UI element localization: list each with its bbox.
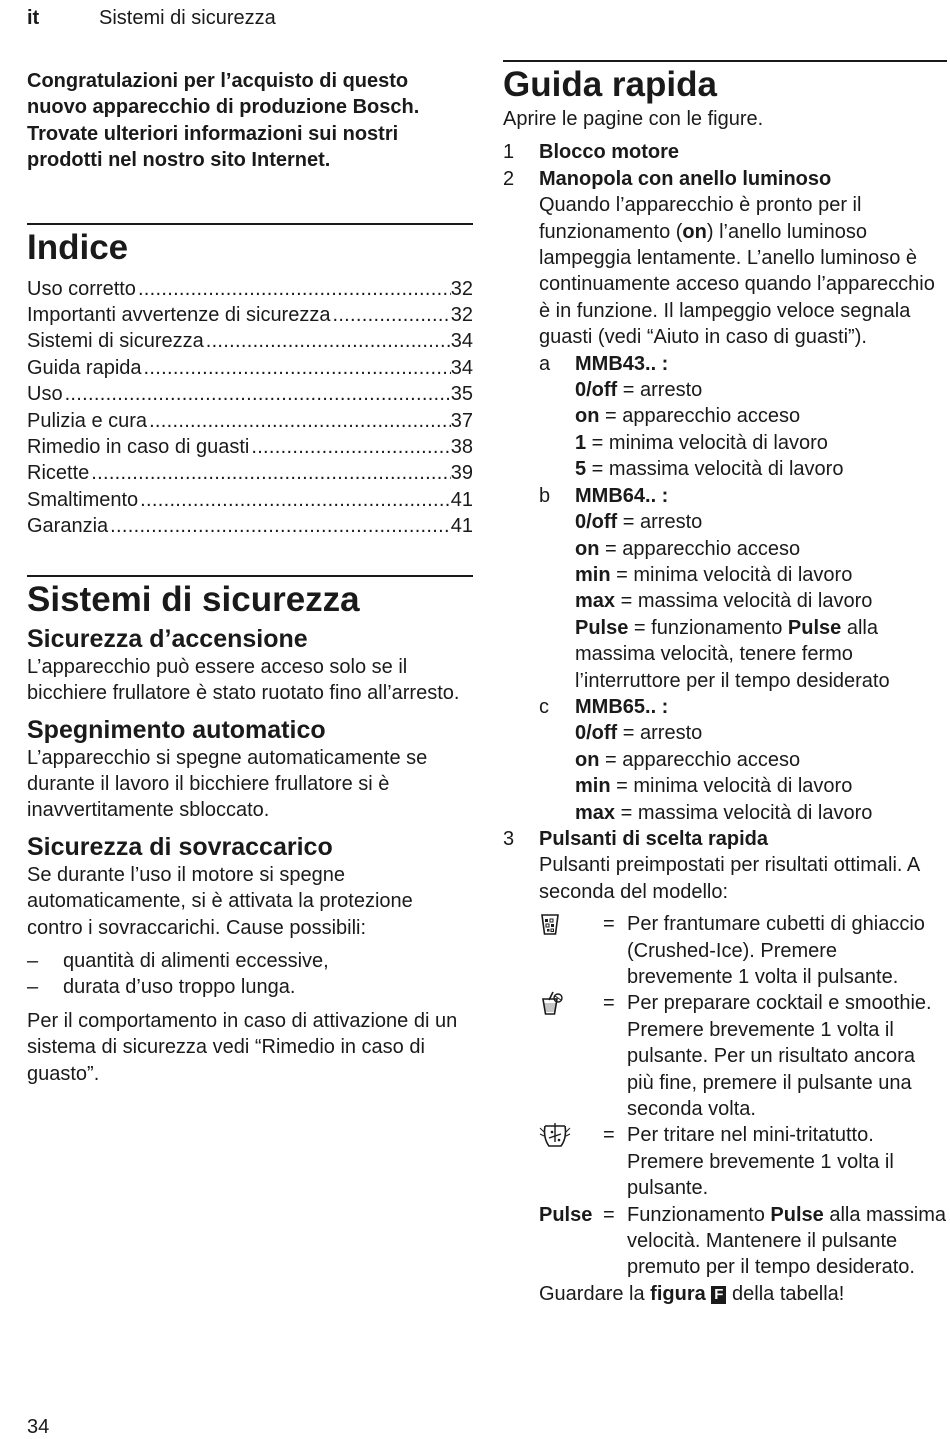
setting-key: Pulse — [575, 616, 629, 639]
text-run: ) l’anello luminoso lampeggia lentamente. L’anello luminoso è continuamente acceso quando l’apparecchio è in funzione. Il lampeggio veloce segnala guasti (vedi “Aiuto in caso di guasti”). — [539, 220, 935, 349]
text-run-bold: Pulse — [787, 616, 842, 639]
button-description — [627, 1202, 947, 1281]
toc-entry[interactable] — [27, 355, 473, 381]
toc-entry[interactable] — [27, 460, 473, 486]
safety-note: Per il comportamento in caso di attivazione di un sistema di sicurezza vedi “Rimedio in caso di guasto”. — [27, 1009, 458, 1085]
setting-key: on — [575, 405, 600, 428]
page-number: 34 — [27, 1416, 50, 1438]
setting-key: 0/off — [575, 379, 618, 402]
setting-desc: = minima velocità di lavoro — [610, 775, 853, 798]
item-content — [539, 826, 947, 1307]
text-run-bold: figura — [650, 1282, 706, 1305]
cocktail-icon — [539, 990, 603, 1122]
setting-row — [575, 720, 947, 746]
running-header-title: Sistemi di sicurezza — [99, 7, 276, 29]
crushed-ice-icon — [539, 911, 603, 990]
model-name: MMB43.. : — [575, 352, 669, 375]
text-run-bold: Pulse — [770, 1203, 824, 1226]
toc-leader — [249, 434, 450, 460]
setting-row — [575, 456, 947, 482]
dash-bullet: – — [27, 976, 39, 999]
item-number: 3 — [503, 827, 515, 850]
toc-page: 32 — [450, 277, 473, 300]
table-of-contents — [27, 276, 473, 540]
quick-guide-title: Guida rapida — [503, 65, 717, 104]
toc-entry[interactable] — [27, 408, 473, 434]
overload-text: Se durante l’uso il motore si spegne automaticamente, si è attivata la protezione contro i sovraccarichi. Cause possibili: — [27, 863, 413, 939]
toc-label: Uso — [27, 383, 63, 406]
setting-key: min — [575, 563, 611, 586]
setting-row — [575, 536, 947, 562]
setting-desc: = massima velocità di lavoro — [586, 458, 844, 481]
setting-key: on — [575, 748, 600, 771]
setting-desc: = apparecchio acceso — [599, 748, 801, 771]
item-title: Manopola con anello luminoso — [539, 167, 832, 190]
toc-label: Rimedio in caso di guasti — [27, 436, 250, 459]
model-letter: b — [539, 484, 551, 507]
setting-desc: = massima velocità di lavoro — [615, 801, 873, 824]
equals-sign: = — [603, 992, 615, 1015]
model-letter: a — [539, 352, 551, 375]
setting-key: 5 — [575, 458, 587, 481]
setting-desc: = minima velocità di lavoro — [610, 563, 853, 586]
safety-title: Sistemi di sicurezza — [27, 579, 360, 619]
list-item — [27, 948, 473, 974]
toc-leader — [63, 381, 451, 407]
cause-text: durata d’uso troppo lunga. — [63, 976, 296, 999]
equals-sign: = — [603, 1203, 615, 1226]
text-run: della tabella! — [726, 1282, 845, 1305]
cause-text: quantità di alimenti eccessive, — [63, 949, 329, 972]
auto-off-heading: Spegnimento automatico — [27, 715, 326, 744]
toc-entry[interactable] — [27, 487, 473, 513]
setting-key: max — [575, 590, 616, 613]
toc-page: 37 — [450, 409, 473, 432]
setting-key: min — [575, 775, 611, 798]
switch-on-safety-heading: Sicurezza d’accensione — [27, 624, 308, 653]
overload-causes-list — [27, 948, 473, 1001]
toc-page: 34 — [450, 330, 473, 353]
toc-leader — [204, 328, 451, 354]
guide-item-1 — [503, 139, 947, 165]
toc-leader — [138, 487, 451, 513]
equals-sign: = — [603, 913, 615, 936]
toc-leader — [136, 276, 451, 302]
toc-page: 41 — [450, 488, 473, 511]
dash-bullet: – — [27, 949, 39, 972]
model-name: MMB65.. : — [575, 695, 669, 718]
quick-guide-subtitle: Aprire le pagine con le figure. — [503, 108, 764, 130]
toc-label: Smaltimento — [27, 488, 139, 511]
item-number: 1 — [503, 141, 515, 164]
quick-button-cocktail — [539, 990, 947, 1122]
setting-key: on — [575, 537, 600, 560]
equals-sign: = — [603, 1124, 615, 1147]
quick-button-mini-chopper — [539, 1122, 947, 1201]
toc-page: 39 — [450, 462, 473, 485]
setting-row — [575, 800, 947, 826]
setting-desc: = massima velocità di lavoro — [615, 590, 873, 613]
item-content — [539, 166, 947, 826]
figure-badge: F — [711, 1286, 726, 1304]
toc-leader — [108, 513, 451, 539]
intro-paragraph: Congratulazioni per l’acquisto di questo nuovo apparecchio di produzione Bosch. Trovate ulteriori informazioni sui nostri prodotti nel nostro sito Internet. — [27, 70, 420, 172]
setting-key: 1 — [575, 431, 587, 454]
toc-label: Sistemi di sicurezza — [27, 330, 204, 353]
setting-desc: = arresto — [617, 379, 703, 402]
setting-desc: = arresto — [617, 511, 703, 534]
model-b — [539, 483, 947, 694]
setting-desc: = apparecchio acceso — [599, 405, 801, 428]
setting-desc: = funzionamento — [628, 616, 788, 639]
toc-label: Importanti avvertenze di sicurezza — [27, 304, 331, 327]
setting-row — [575, 773, 947, 799]
toc-label: Uso corretto — [27, 277, 136, 300]
model-letter: c — [539, 695, 549, 718]
model-a — [539, 351, 947, 483]
text-run: Guardare la — [539, 1282, 651, 1305]
toc-leader — [330, 302, 450, 328]
quick-button-pulse — [539, 1202, 947, 1281]
model-name: MMB64.. : — [575, 484, 669, 507]
setting-row-pulse — [575, 615, 947, 694]
figure-reference — [539, 1281, 947, 1307]
setting-key: 0/off — [575, 722, 618, 745]
button-description: Per frantumare cubetti di ghiaccio (Crushed-Ice). Premere brevemente 1 volta il pulsante. — [627, 913, 925, 988]
text-run: alla massima velocità. Mantenere il pulsante premuto per il tempo desiderato. — [627, 1203, 947, 1279]
text-run-bold: on — [682, 220, 707, 243]
model-settings — [575, 694, 947, 826]
text-run: Funzionamento — [627, 1203, 771, 1226]
setting-desc: alla massima velocità, tenere fermo l’interruttore per il tempo desiderato — [575, 616, 890, 692]
setting-desc: = minima velocità di lavoro — [586, 431, 828, 454]
toc-label: Ricette — [27, 462, 90, 485]
setting-desc: = arresto — [617, 722, 703, 745]
model-settings — [575, 351, 947, 483]
pulse-label: Pulse — [539, 1203, 593, 1226]
toc-page: 34 — [450, 356, 473, 379]
guide-item-3 — [503, 826, 947, 1307]
item-number: 2 — [503, 167, 515, 190]
toc-page: 38 — [450, 436, 473, 459]
setting-row — [575, 430, 947, 456]
item-title: Pulsanti di scelta rapida — [539, 827, 768, 850]
guide-item-2 — [503, 166, 947, 826]
mini-chopper-icon — [539, 1122, 603, 1201]
toc-leader — [89, 460, 451, 486]
setting-row — [575, 377, 947, 403]
toc-label: Pulizia e cura — [27, 409, 148, 432]
setting-row — [575, 403, 947, 429]
setting-key: max — [575, 801, 616, 824]
section-divider — [27, 575, 473, 577]
toc-page: 41 — [450, 515, 473, 538]
section-divider — [503, 60, 947, 62]
setting-key: 0/off — [575, 511, 618, 534]
left-column — [27, 68, 473, 1087]
setting-desc: = apparecchio acceso — [599, 537, 801, 560]
toc-entry[interactable] — [27, 434, 473, 460]
toc-leader — [142, 355, 451, 381]
toc-label: Guida rapida — [27, 356, 142, 379]
auto-off-text: L’apparecchio si spegne automaticamente se durante il lavoro il bicchiere frullatore si è inavvertitamente sbloccato. — [27, 746, 428, 822]
model-c — [539, 694, 947, 826]
language-code: it — [27, 7, 40, 29]
toc-page: 35 — [450, 383, 473, 406]
quick-button-crushed-ice — [539, 911, 947, 990]
button-description: Per preparare cocktail e smoothie. Premere brevemente 1 volta il pulsante. Per un risultato ancora più fine, premere il pulsante una seconda volta. — [627, 992, 932, 1121]
setting-row — [575, 588, 947, 614]
overload-heading: Sicurezza di sovraccarico — [27, 832, 333, 861]
toc-page: 32 — [450, 304, 473, 327]
item-title: Blocco motore — [539, 141, 680, 164]
section-divider — [27, 223, 473, 225]
switch-on-safety-text: L’apparecchio può essere acceso solo se il bicchiere frullatore è stato ruotato fino all’arresto. — [27, 655, 460, 705]
index-title: Indice — [27, 227, 129, 267]
toc-leader — [147, 408, 451, 434]
toc-entry[interactable] — [27, 328, 473, 354]
toc-label: Garanzia — [27, 515, 109, 538]
toc-entry[interactable] — [27, 276, 473, 302]
item-description: Pulsanti preimpostati per risultati ottimali. A seconda del modello: — [539, 854, 920, 903]
text-run: Quando l’apparecchio è pronto per il funzionamento ( — [539, 194, 862, 243]
button-description: Per tritare nel mini-tritatutto. Premere brevemente 1 volta il pulsante. — [627, 1124, 894, 1200]
item-description — [539, 192, 947, 350]
right-column — [503, 60, 947, 1307]
toc-entry[interactable] — [27, 302, 473, 328]
setting-row — [575, 562, 947, 588]
setting-row — [575, 509, 947, 535]
list-item — [27, 974, 473, 1000]
toc-entry[interactable] — [27, 381, 473, 407]
model-settings — [575, 483, 947, 694]
toc-entry[interactable] — [27, 513, 473, 539]
setting-row — [575, 747, 947, 773]
